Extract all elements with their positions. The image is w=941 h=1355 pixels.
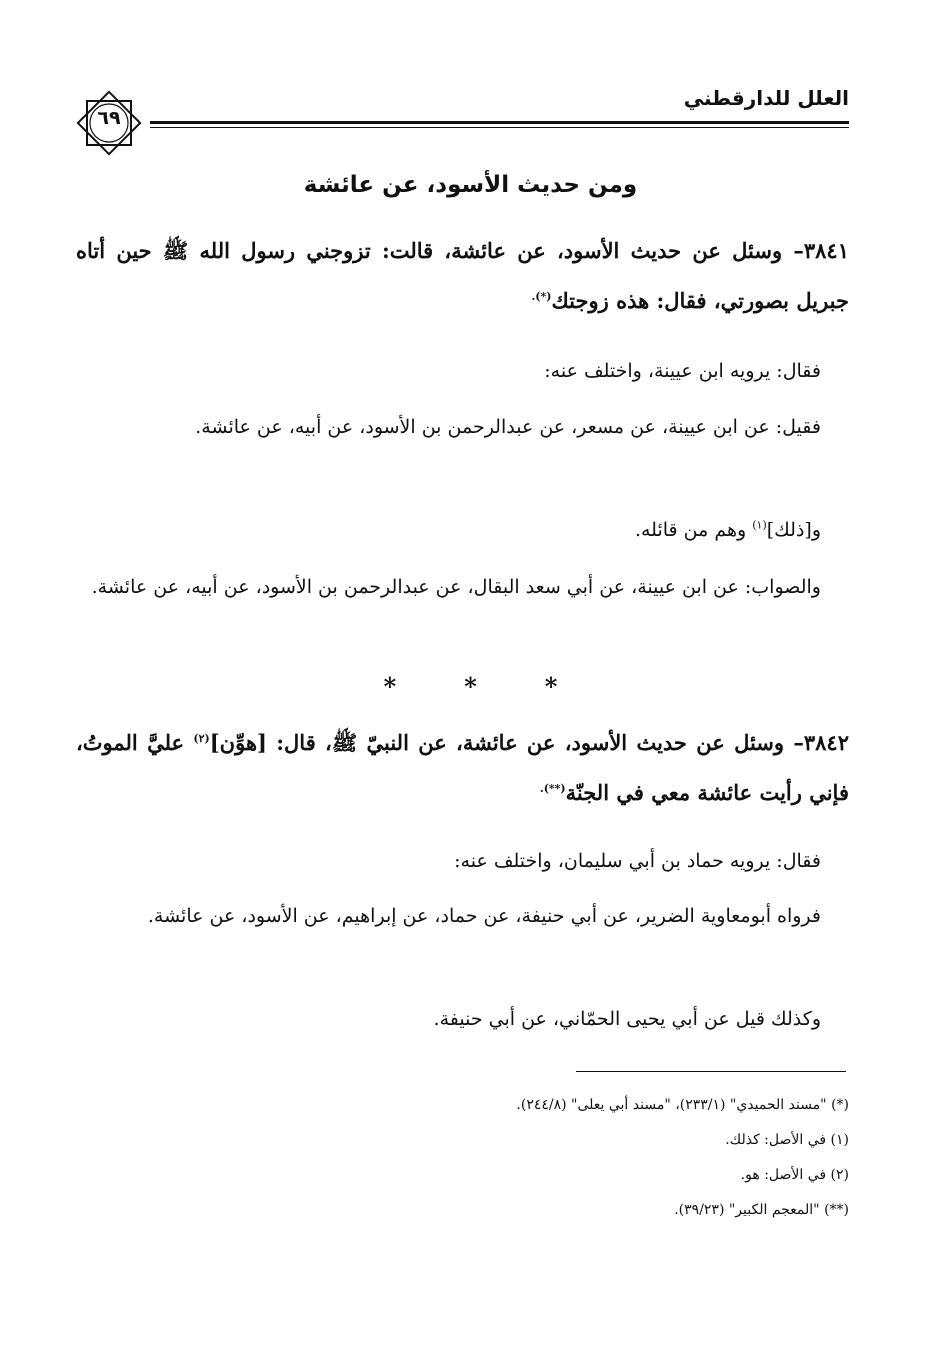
footnote: (٢) في الأصل: هو. bbox=[740, 1167, 849, 1183]
footnote: (١) في الأصل: كذلك. bbox=[725, 1132, 849, 1148]
paragraph: وكذلك قيل عن أبي يحيى الحمّاني، عن أبي حنيفة. bbox=[433, 1008, 821, 1030]
paragraph: فرواه أبومعاوية الضرير، عن أبي حنيفة، عن حماد، عن إبراهيم، عن الأسود، عن عائشة. bbox=[147, 905, 821, 927]
section-title: ومن حديث الأسود، عن عائشة bbox=[303, 172, 638, 198]
paragraph-text: و[ذلك] bbox=[766, 519, 821, 541]
paragraph: والصواب: عن ابن عيينة، عن أبي سعد البقال، عن عبدالرحمن بن الأسود، عن أبيه، عن عائشة. bbox=[91, 576, 821, 598]
hadith-3842-text: ٣٨٤٢– وسئل عن حديث الأسود، عن عائشة، عن النبيّ ﷺ، قال: [هوِّن] bbox=[209, 730, 849, 755]
page-number: ٦٩ bbox=[97, 107, 121, 129]
paragraph: فقال: يرويه ابن عيينة، واختلف عنه: bbox=[544, 360, 821, 382]
hadith-3842 bbox=[76, 718, 849, 818]
running-header-title: العلل للدارقطني bbox=[683, 86, 849, 110]
page-number-badge bbox=[72, 86, 146, 160]
header-rule bbox=[150, 121, 849, 130]
separator-star: * bbox=[383, 672, 397, 701]
footnote: (**) "المعجم الكبير" (٣٩/٢٣). bbox=[674, 1202, 849, 1218]
footnote-ref: (١) bbox=[752, 518, 767, 532]
hadith-3841-text: ٣٨٤١– وسئل عن حديث الأسود، عن عائشة، قالت: تزوجني رسول الله ﷺ حين أتاه جبريل بصورتي، فقال: هذه زوجتك bbox=[76, 238, 849, 313]
section-separator bbox=[0, 672, 941, 701]
paragraph bbox=[76, 505, 849, 555]
paragraph: فقيل: عن ابن عيينة، عن مسعر، عن عبدالرحمن بن الأسود، عن أبيه، عن عائشة. bbox=[195, 416, 821, 438]
footnote-ref: (٢) bbox=[193, 732, 210, 745]
hadith-3842-text: عليَّ الموتُ، فإني رأيت عائشة معي في الجنّة bbox=[76, 730, 849, 805]
hadith-3841-footnote-marker: (*). bbox=[531, 290, 552, 303]
paragraph-text: وهم من قائله. bbox=[634, 519, 753, 541]
footnote: (*) "مسند الحميدي" (٢٣٣/١)، "مسند أبي يعلى" (٢٤٤/٨). bbox=[516, 1097, 849, 1113]
hadith-3842-footnote-marker: (**). bbox=[539, 782, 566, 795]
hadith-3841 bbox=[76, 226, 849, 326]
separator-star: * bbox=[544, 672, 558, 701]
footnote-rule bbox=[576, 1071, 846, 1072]
paragraph: فقال: يرويه حماد بن أبي سليمان، واختلف عنه: bbox=[454, 850, 821, 872]
separator-star: * bbox=[464, 672, 477, 701]
